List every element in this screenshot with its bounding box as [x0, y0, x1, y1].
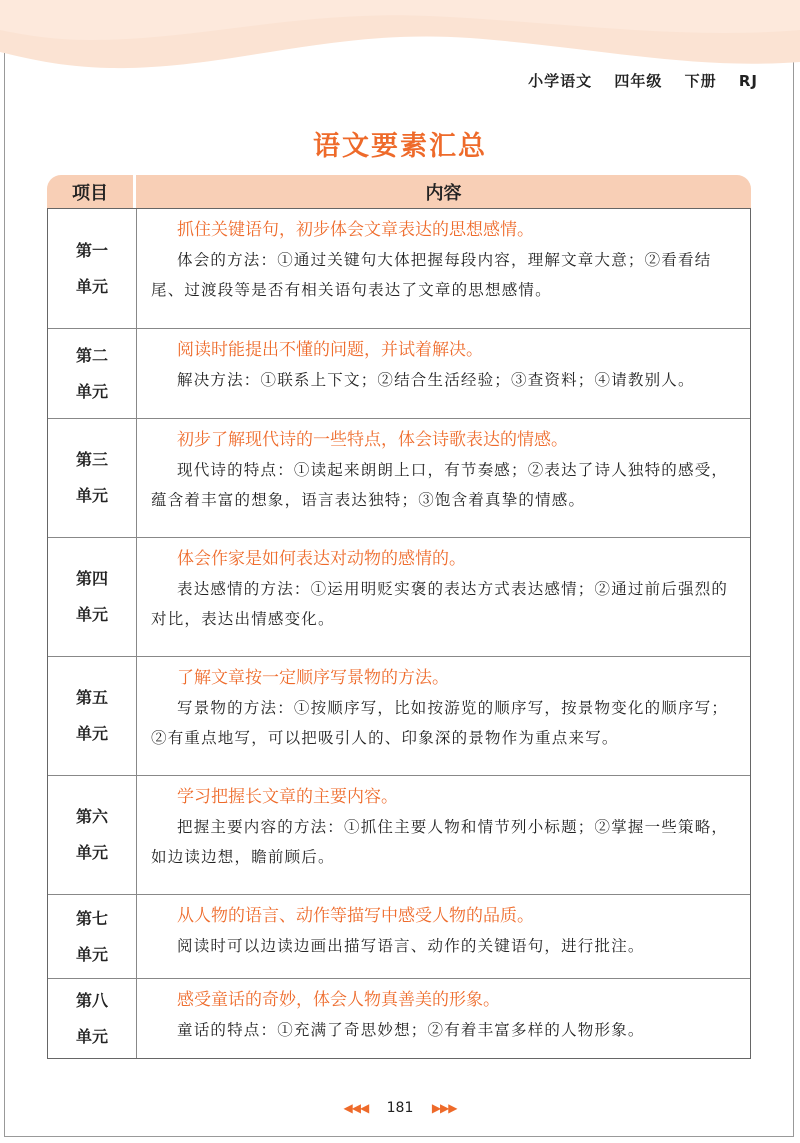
unit-cell [48, 895, 137, 978]
header-volume: 下册 [684, 72, 717, 90]
unit-ordinal: 第四 [75, 569, 108, 588]
unit-goal: 抓住关键语句，初步体会文章表达的思想感情。 [177, 220, 534, 240]
unit-label: 单元 [75, 1026, 108, 1046]
unit-label: 单元 [75, 605, 108, 624]
content-cell [137, 538, 750, 656]
unit-label: 单元 [75, 724, 108, 743]
unit-ordinal: 第一 [75, 240, 108, 260]
header-edition: RJ [738, 72, 758, 90]
header-subject: 小学语文 [528, 72, 593, 90]
unit-goal: 学习把握长文章的主要内容。 [177, 787, 398, 807]
header-grade: 四年级 [614, 72, 663, 90]
content-cell [137, 979, 750, 1058]
unit-cell [48, 657, 137, 775]
unit-ordinal: 第二 [75, 345, 108, 365]
unit-cell [48, 776, 137, 894]
unit-detail: 写景物的方法：①按顺序写，比如按游览的顺序写，按景物变化的顺序写；②有重点地写，可以把吸引人的、印象深的景物作为重点来写。 [151, 699, 729, 747]
unit-detail: 解决方法：①联系上下文；②结合生活经验；③查资料；④请教别人。 [177, 371, 695, 389]
unit-goal: 感受童话的奇妙，体会人物真善美的形象。 [177, 990, 500, 1010]
unit-ordinal: 第六 [75, 807, 108, 826]
unit-cell [48, 329, 137, 418]
unit-label: 单元 [75, 843, 108, 862]
unit-label: 单元 [75, 381, 108, 401]
unit-cell [48, 538, 137, 656]
unit-ordinal: 第八 [75, 990, 108, 1010]
unit-detail: 童话的特点：①充满了奇思妙想；②有着丰富多样的人物形象。 [177, 1021, 645, 1039]
right-arrows-icon: ▶▶▶ [431, 1101, 457, 1115]
table-header [47, 175, 751, 208]
content-cell [137, 419, 750, 537]
summary-table [47, 175, 751, 1046]
unit-goal: 初步了解现代诗的一些特点，体会诗歌表达的情感。 [177, 430, 568, 450]
table-row [48, 978, 750, 1058]
unit-goal: 体会作家是如何表达对动物的感情的。 [177, 549, 466, 569]
page-number: 181 [386, 1100, 414, 1116]
page-title: 语文要素汇总 [313, 131, 487, 162]
unit-label: 单元 [75, 944, 108, 964]
content-cell [137, 329, 750, 418]
unit-detail: 表达感情的方法：①运用明贬实褒的表达方式表达感情；②通过前后强烈的对比，表达出情感变化。 [151, 580, 729, 628]
unit-label: 单元 [75, 486, 108, 505]
column-header-item: 项目 [47, 175, 133, 208]
table-row [48, 537, 750, 656]
table-body [47, 208, 751, 1059]
content-cell [137, 209, 750, 328]
unit-detail: 把握主要内容的方法：①抓住主要人物和情节列小标题；②掌握一些策略，如边读边想，瞻前顾后。 [151, 818, 729, 866]
unit-cell [48, 209, 137, 328]
column-header-content: 内容 [136, 175, 751, 208]
content-cell [137, 776, 750, 894]
table-row [48, 775, 750, 894]
table-row [48, 894, 750, 978]
unit-cell [48, 979, 137, 1058]
page-footer [0, 1100, 800, 1116]
unit-ordinal: 第三 [75, 450, 108, 469]
unit-goal: 从人物的语言、动作等描写中感受人物的品质。 [177, 906, 534, 926]
header-meta [512, 70, 758, 91]
unit-ordinal: 第七 [75, 908, 108, 928]
left-arrows-icon: ◀◀◀ [343, 1101, 369, 1115]
unit-cell [48, 419, 137, 537]
table-row [48, 418, 750, 537]
table-row [48, 209, 750, 328]
unit-label: 单元 [75, 276, 108, 296]
content-cell [137, 657, 750, 775]
unit-detail: 现代诗的特点：①读起来朗朗上口，有节奏感；②表达了诗人独特的感受，蕴含着丰富的想象，语言表达独特；③饱含着真挚的情感。 [151, 461, 729, 509]
unit-detail: 阅读时可以边读边画出描写语言、动作的关键语句，进行批注。 [177, 937, 645, 955]
unit-goal: 了解文章按一定顺序写景物的方法。 [177, 668, 449, 688]
content-cell [137, 895, 750, 978]
table-row [48, 328, 750, 418]
unit-ordinal: 第五 [75, 688, 108, 707]
unit-detail: 体会的方法：①通过关键句大体把握每段内容，理解文章大意；②看看结尾、过渡段等是否有相关语句表达了文章的思想感情。 [151, 251, 712, 299]
unit-goal: 阅读时能提出不懂的问题，并试着解决。 [177, 340, 483, 360]
table-row [48, 656, 750, 775]
